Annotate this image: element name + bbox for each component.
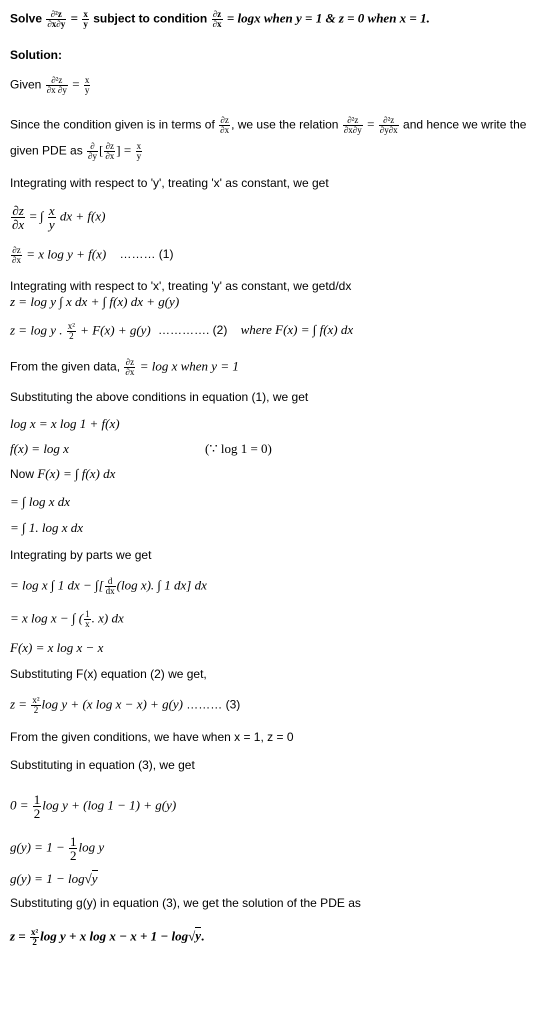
eq-j-lhs: 0 = <box>10 797 29 813</box>
eq-g-d-den: dx <box>105 586 115 596</box>
eq-d <box>10 441 272 457</box>
condition-rhs: = logx when y = 1 & z = 0 when x = 1. <box>226 10 430 26</box>
eq-a-frac <box>48 204 56 231</box>
eq-h-frac <box>84 610 91 629</box>
eq-g-d-num: d <box>105 577 116 587</box>
from-data-num: ∂z <box>125 357 135 367</box>
eq-l <box>10 871 98 887</box>
since-f3 <box>379 116 399 135</box>
since-f4-num: ∂ <box>87 142 98 152</box>
subst-text: Substituting the above conditions in equation (1), we get <box>10 390 309 404</box>
subst-3-text: Substituting in equation (3), we get <box>10 758 195 772</box>
final-solution <box>10 928 204 947</box>
eq-3 <box>10 696 240 715</box>
since-inner-den: ∂x <box>105 151 115 161</box>
given-num: ∂²z <box>46 76 68 86</box>
pde-rhs-fraction <box>82 10 89 29</box>
pde-den: ∂x∂y <box>47 19 66 29</box>
pde-num: ∂²z <box>46 10 66 20</box>
condition-num: ∂z <box>212 9 222 19</box>
since-f1 <box>219 116 230 135</box>
eq-1 <box>10 246 173 265</box>
final-lhs: z = <box>10 928 26 944</box>
since-f3-num: ∂²z <box>379 116 399 126</box>
eq-2-f-den: 2 <box>69 331 74 341</box>
eq-2-where: where F(x) = ∫ f(x) dx <box>240 322 354 338</box>
from-data <box>10 358 239 377</box>
sqrt-icon: √ <box>84 871 92 886</box>
eq-3-f-den: 2 <box>33 705 39 715</box>
since-line-1 <box>10 116 526 135</box>
since-t3: and hence we write the <box>403 117 527 132</box>
condition-text: subject to condition <box>93 11 208 26</box>
now-f <box>10 466 115 482</box>
final-f-den: 2 <box>32 937 37 947</box>
eq-2-f-num: x² <box>67 321 75 331</box>
since-f2-num: ∂²z <box>343 116 363 126</box>
eq-2-rest: + F(x) + g(y) <box>80 322 151 338</box>
eq-a-f-den: y <box>48 217 55 232</box>
since-rhs-den: y <box>136 151 142 161</box>
final-f-num: x² <box>30 927 39 937</box>
given-fraction <box>46 76 68 95</box>
eq-j-frac <box>33 793 42 820</box>
eq-l-root: y <box>91 871 98 886</box>
eq-3-lhs: z = <box>10 696 28 712</box>
eq-j-f-den: 2 <box>33 806 41 821</box>
eq-h <box>10 610 124 629</box>
eq-a <box>10 204 105 231</box>
final-frac <box>30 928 39 947</box>
since-f1-num: ∂z <box>220 115 229 125</box>
eq-3-f-num: x² <box>32 695 40 705</box>
eq-k <box>10 835 104 862</box>
eq-j <box>10 793 176 820</box>
eq-2-lhs: z = log y . <box>10 322 63 338</box>
since-t2: , we use the relation <box>231 117 339 132</box>
eq-e: = ∫ log x dx <box>10 494 70 509</box>
int-y-text: Integrating with respect to 'y', treating 'x' as constant, we get <box>10 176 329 190</box>
eq-c: log x = x log 1 + f(x) <box>10 416 120 431</box>
eq-i: F(x) = x log x − x <box>10 640 104 655</box>
eq-a-mid: = ∫ <box>29 208 44 224</box>
given-den: ∂x ∂y <box>46 85 67 95</box>
since-f3-den: ∂y∂x <box>379 125 398 135</box>
eq-h-b: . x) dx <box>91 610 124 626</box>
eq-j-f-num: 1 <box>33 792 41 807</box>
condition-den: ∂x <box>212 19 222 29</box>
since-inner-num: ∂z <box>105 141 115 151</box>
int-x-text: Integrating with respect to 'x', treating 'y' as constant, we getd/dx <box>10 279 352 293</box>
now-f-text: Now <box>10 467 35 481</box>
eq-1-lhs <box>11 246 22 265</box>
eq-k-rest: log y <box>78 839 105 855</box>
eq-h-f-den: x <box>85 619 90 629</box>
since-t4: given PDE as <box>10 143 83 158</box>
eq-k-f-num: 1 <box>69 834 77 849</box>
eq-g-frac <box>105 577 116 596</box>
eq-a-rest: dx + f(x) <box>59 208 106 224</box>
since-rhs-num: x <box>136 141 142 151</box>
given-cond-text: From the given conditions, we have when x = 1, z = 0 <box>10 730 294 744</box>
by-parts-text: Integrating by parts we get <box>10 548 152 562</box>
solution-heading: Solution: <box>10 48 62 62</box>
final-root: y <box>195 928 202 944</box>
subst-f-text: Substituting F(x) equation (2) we get, <box>10 667 207 681</box>
final-sqrt-icon: √ <box>188 928 196 944</box>
pde-rhs-den: y <box>83 19 88 29</box>
final-rest: log y + x log x − x + 1 − log <box>40 928 189 944</box>
eq-1-rest: = x log y + f(x) <box>26 246 107 262</box>
eq-3-frac <box>31 696 40 715</box>
eq-k-frac <box>69 835 78 862</box>
eq-g <box>10 577 207 596</box>
eq-h-f-num: 1 <box>85 609 90 619</box>
eq-l-lhs: g(y) = 1 − log <box>10 871 85 886</box>
pde-eq: = <box>70 10 79 26</box>
since-eq: = <box>367 116 375 132</box>
eq-h-a: = x log x − ∫ ( <box>10 610 84 626</box>
final-end: . <box>201 928 205 944</box>
since-line-2: given PDE as ∂ ∂y [ $\frac{\partial z}{\partial x}$ ] = $\frac{x}{y}$ <box>10 141 142 161</box>
since-t1: Since the condition given is in terms of <box>10 117 215 132</box>
since-f2 <box>343 116 363 135</box>
eq-a-lhs-num: ∂z <box>12 203 24 218</box>
given-rhs-fraction <box>84 76 91 95</box>
eq-1-tag: ……… (1) <box>119 247 174 262</box>
now-f-eq: F(x) = ∫ f(x) dx <box>37 466 116 481</box>
pde-fraction <box>46 10 66 29</box>
eq-a-f-num: x <box>48 203 55 218</box>
given-rhs-den: y <box>84 85 90 95</box>
eq-k-lhs: g(y) = 1 − <box>10 839 65 855</box>
problem-statement <box>10 10 430 29</box>
eq-d-note: (∵ log 1 = 0) <box>205 441 272 456</box>
eq-b: z = log y ∫ x dx + ∫ f(x) dx + g(y) <box>10 294 180 309</box>
eq-g-b: (log x). ∫ 1 dx] dx <box>116 577 207 593</box>
from-data-rest: = log x when y = 1 <box>139 358 239 374</box>
eq-3-rest: log y + (x log x − x) + g(y) <box>41 696 184 712</box>
eq-g-a: = log x ∫ 1 dx − ∫[ <box>10 577 104 593</box>
eq-d-lhs: f(x) = log x <box>10 441 69 456</box>
subst-g-text: Substituting g(y) in equation (3), we get the solution of the PDE as <box>10 896 361 910</box>
since-f1-den: ∂x <box>220 125 230 135</box>
eq-f: = ∫ 1. log x dx <box>10 520 83 535</box>
eq-1-lhs-num: ∂z <box>12 245 21 255</box>
given-line: Given $\frac{\text{∂²z}}{\partial x \partial y}$ = $\frac{x}{y}$ <box>10 75 90 95</box>
condition-fraction <box>212 10 223 29</box>
given-rhs-num: x <box>84 75 90 85</box>
from-data-den: ∂x <box>125 367 135 377</box>
problem-lead: Solve <box>10 11 43 26</box>
since-f4-den: ∂y <box>88 151 97 161</box>
eq-k-f-den: 2 <box>69 848 77 863</box>
eq-a-lhs-den: ∂x <box>12 217 25 232</box>
pde-rhs-num: x <box>83 9 88 19</box>
eq-2 <box>10 322 353 341</box>
from-data-text: From the given data, <box>10 359 121 374</box>
eq-3-tag: ……… (3) <box>186 697 241 712</box>
since-f2-den: ∂x∂y <box>343 125 362 135</box>
since-inner <box>104 142 115 161</box>
since-rhs <box>136 142 143 161</box>
from-data-frac <box>124 358 135 377</box>
eq-j-rest: log y + (log 1 − 1) + g(y) <box>42 797 177 813</box>
eq-2-tag: …………. (2) <box>158 323 228 338</box>
eq-1-lhs-den: ∂x <box>12 255 21 265</box>
given-text: Given <box>10 77 42 92</box>
since-f4 <box>87 142 98 161</box>
eq-2-frac <box>67 322 76 341</box>
eq-a-lhs <box>11 204 25 231</box>
